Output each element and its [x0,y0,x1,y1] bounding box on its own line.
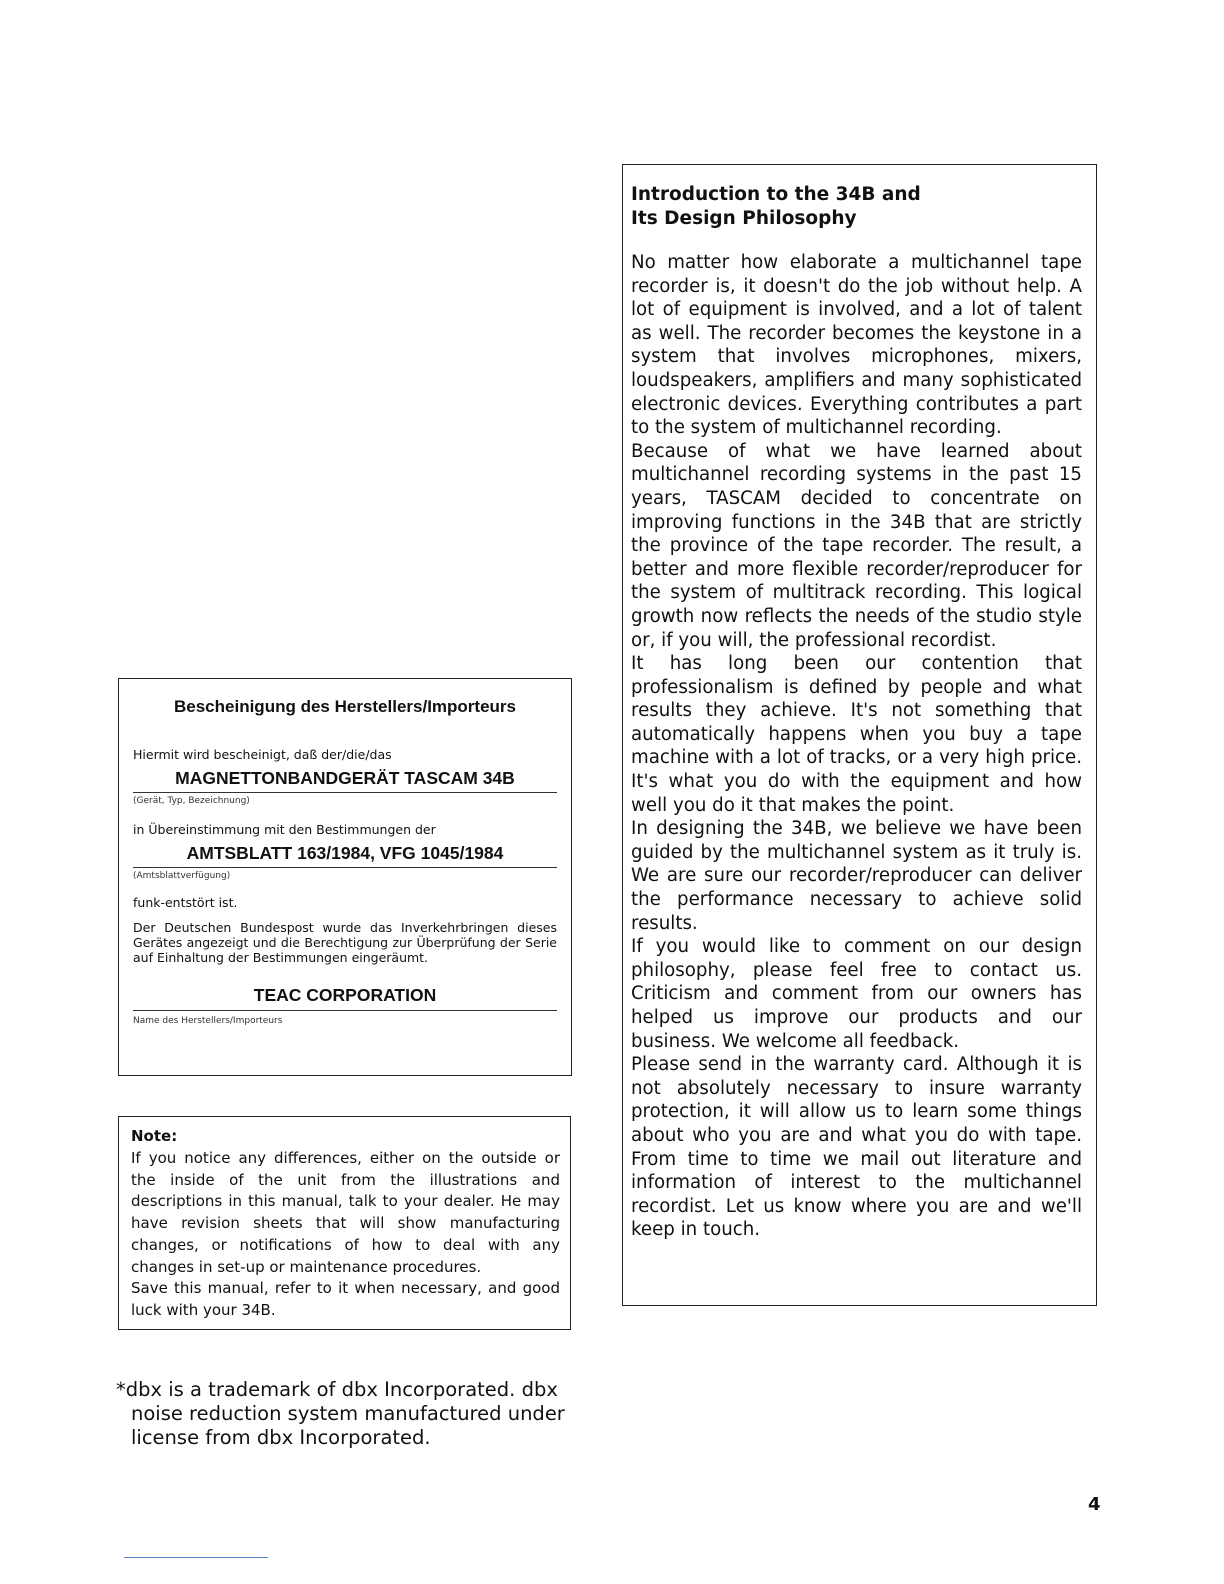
certificate-intro-line: Hiermit wird bescheinigt, daß der/die/das [133,747,392,762]
certificate-company-caption: Name des Herstellers/Importeurs [133,1016,283,1026]
introduction-paragraph: It has long been our contention that professionalism is defined by people and what results they achieve. It's not something that automatically happens when you buy a tape machine with a lot of tracks, or a very high price. It's what you do with the equipment and how well you do it that makes the point. [631,653,1082,816]
note-paragraph-2: Save this manual, refer to it when necessary, and good luck with your 34B. [131,1279,560,1319]
introduction-body [631,251,1082,1242]
page-number: 4 [1088,1494,1101,1515]
introduction-paragraph: In designing the 34B, we believe we have been guided by the multichannel system as it truly is. We are sure our recorder/reproducer can deliver the performance necessary to achieve solid results. [631,818,1082,934]
footnote-line: license from dbx Incorporated. [131,1426,431,1449]
introduction-paragraph: Because of what we have learned about multichannel recording systems in the past 15 years, TASCAM decided to concentrate on improving functions in the 34B that are strictly the province of the tape recorder. The result, a better and more flexible recorder/reproducer for the system of multitrack recording. This logical growth now reflects the needs of the studio style or, if you will, the professional recordist. [631,440,1082,651]
footnote-line: *dbx is a trademark of dbx Incorporated. dbx [116,1378,558,1401]
note-box [118,1116,571,1330]
certificate-regulation-caption: (Amtsblattverfügung) [133,871,231,881]
certificate-conformity-line: in Übereinstimmung mit den Bestimmungen der [133,822,436,837]
certificate-device-caption: (Gerät, Typ, Bezeichnung) [133,796,250,806]
footnote-line: noise reduction system manufactured under [131,1402,565,1425]
footer-rule [124,1557,268,1558]
certificate-device: MAGNETTONBANDGERÄT TASCAM 34B [133,768,557,793]
note-heading: Note: [131,1127,178,1145]
introduction-paragraph: No matter how elaborate a multichannel tape recorder is, it doesn't do the job without help. A lot of equipment is involved, and a lot of talent as well. The recorder becomes the keystone in a system that involves microphones, mixers, loudspeakers, amplifiers and many sophisticated electronic devices. Everything contributes a part to the system of multichannel recording. [631,252,1082,439]
certificate-regulation: AMTSBLATT 163/1984, VFG 1045/1984 [133,843,557,868]
certificate-company: TEAC CORPORATION [133,985,557,1011]
introduction-title-line-1: Introduction to the 34B and [631,184,921,205]
certificate-box [118,678,572,1076]
introduction-title-line-2: Its Design Philosophy [631,208,857,229]
introduction-box [622,164,1097,1306]
note-paragraph-1: If you notice any differences, either on the outside or the inside of the unit from the illustrations and descriptions in this manual, talk to your dealer. He may have revision sheets that will show manufacturing changes, or notifications of how to deal with any changes in set-up or maintenance procedures. [131,1149,560,1276]
introduction-paragraph: Please send in the warranty card. Although it is not absolutely necessary to insure warranty protection, it will allow us to learn some things about who you are and what you do with tape. From time to time we mail out literature and information of interest to the multichannel recordist. Let us know where you are and we'll keep in touch. [631,1054,1082,1241]
certificate-title: Bescheinigung des Herstellers/Importeurs [174,697,516,716]
trademark-footnote [116,1378,576,1450]
introduction-paragraph: If you would like to comment on our design philosophy, please feel free to contact us. Criticism and comment from our owners has helped us improve our products and our business. We welcome all feedback. [631,936,1082,1052]
certificate-statement: Der Deutschen Bundespost wurde das Inverkehrbringen dieses Gerätes angezeigt und die Berechtigung zur Überprüfung der Serie auf Einhaltung der Bestimmungen eingeräumt. [133,920,557,965]
certificate-status: funk-entstört ist. [133,895,238,910]
